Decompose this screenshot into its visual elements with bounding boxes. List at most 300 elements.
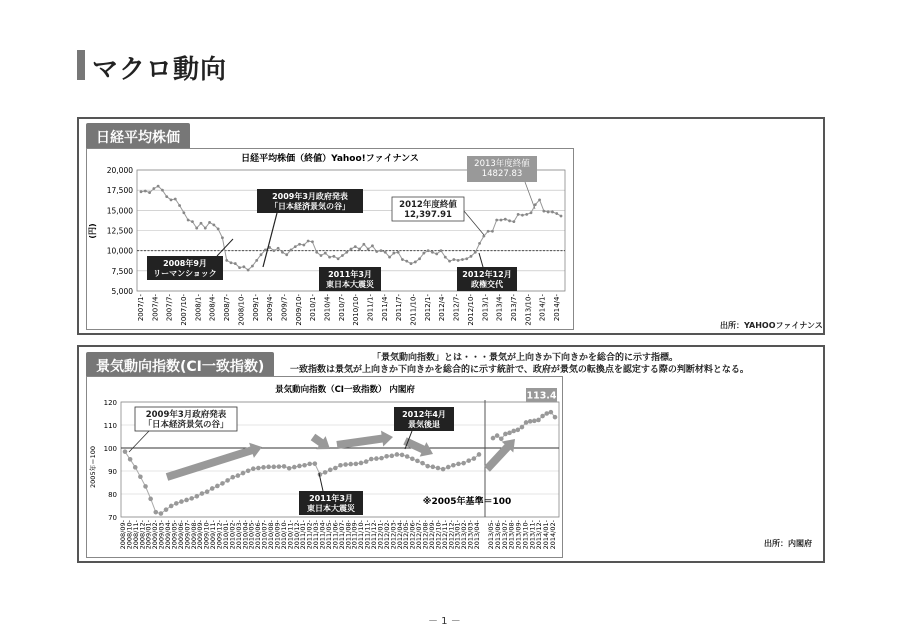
ci-base-note: ※2005年基準＝100: [422, 497, 512, 507]
nikkei-data-point: [388, 256, 391, 259]
ci-data-point: [282, 464, 287, 469]
nikkei-data-point: [392, 252, 395, 255]
ci-x-tick: 2010/09-: [273, 520, 282, 550]
nikkei-x-tick: 2010/4-: [323, 294, 332, 322]
ci-x-tick: 2010/03-: [234, 520, 243, 550]
ci-data-point: [400, 453, 405, 458]
ci-data-point: [251, 466, 256, 471]
nikkei-data-point: [375, 250, 378, 253]
nikkei-data-point: [487, 230, 490, 233]
ci-x-tick: 2012/11-: [440, 520, 449, 550]
nikkei-data-point: [371, 244, 374, 247]
nikkei-x-tick: 2009/4-: [266, 294, 275, 322]
nikkei-data-point: [294, 245, 297, 248]
ci-data-point: [200, 491, 205, 496]
nikkei-data-point: [461, 258, 464, 261]
ci-x-tick: 2009/12-: [215, 520, 224, 550]
nikkei-data-point: [380, 249, 383, 252]
nikkei-data-point: [547, 211, 550, 214]
ci-data-point: [220, 481, 225, 486]
ci-chart: [87, 377, 562, 557]
nikkei-data-point: [200, 222, 203, 225]
ci-y-tick: 80: [108, 491, 117, 499]
nikkei-data-point: [448, 260, 451, 263]
ci-x-tick: 2009/01-: [144, 520, 153, 550]
ci-x-tick: 2010/12-: [292, 520, 301, 550]
ci-x-tick: 2014/01-: [542, 520, 551, 550]
ci-data-point: [323, 470, 328, 475]
ci-x-tick: 2012/08-: [421, 520, 430, 550]
nikkei-data-point: [384, 251, 387, 254]
nikkei-x-tick: 2014/4-: [553, 294, 561, 322]
ci-data-point: [441, 467, 446, 472]
nikkei-data-point: [191, 220, 194, 223]
ci-data-point: [241, 471, 246, 476]
nikkei-data-point: [255, 259, 258, 262]
ci-data-point: [461, 461, 466, 466]
ci-x-tick: 2013/12-: [535, 520, 544, 550]
ci-data-point: [225, 478, 230, 483]
nikkei-data-point: [397, 251, 400, 254]
nikkei-data-point: [345, 251, 348, 254]
ci-data-point: [159, 511, 164, 516]
ci-data-point: [123, 449, 128, 454]
nikkei-data-point: [440, 249, 443, 252]
ci-data-point: [205, 489, 210, 494]
ci-x-tick: 2010/11-: [286, 520, 295, 550]
nikkei-data-point: [534, 203, 537, 206]
ci-data-point: [169, 504, 174, 509]
ci-data-point: [261, 465, 266, 470]
nikkei-data-point: [324, 252, 327, 255]
nikkei-x-tick: 2009/7-: [280, 294, 289, 322]
nikkei-annotation-lehman-line2: リーマンショック: [153, 269, 217, 278]
ci-y-label: 2005年＝100: [89, 446, 97, 488]
nikkei-x-tick: 2011/7-: [395, 294, 404, 322]
ci-x-tick: 2012/04-: [395, 520, 404, 550]
nikkei-x-tick: 2013/4-: [495, 294, 504, 322]
ci-x-tick: 2013/11-: [528, 520, 537, 550]
ci-data-point: [246, 468, 251, 473]
nikkei-y-tick: 15,000: [106, 206, 133, 216]
nikkei-x-tick: 2010/10-: [352, 294, 361, 326]
nikkei-data-point: [422, 252, 425, 255]
ci-data-point: [287, 466, 292, 471]
ci-annotation-govt-line1: 2009年3月政府発表: [145, 410, 227, 420]
ci-data-point: [540, 414, 545, 419]
ci-data-point: [528, 419, 533, 424]
nikkei-data-point: [234, 262, 237, 265]
nikkei-data-point: [508, 219, 511, 222]
ci-x-tick: 2013/05-: [487, 520, 495, 550]
nikkei-x-tick: 2007/1-: [137, 294, 145, 322]
nikkei-x-tick: 2011/4-: [380, 294, 389, 322]
ci-data-point: [184, 498, 189, 503]
nikkei-data-point: [337, 257, 340, 260]
nikkei-x-tick: 2012/10-: [466, 294, 475, 326]
nikkei-data-point: [405, 260, 408, 263]
ci-data-point: [138, 474, 143, 479]
ci-x-tick: 2011/02-: [305, 520, 314, 550]
nikkei-data-point: [495, 219, 498, 222]
nikkei-data-point: [272, 249, 275, 252]
nikkei-annotation-govt-line2: 「日本経済景気の谷」: [270, 202, 350, 211]
nikkei-data-point: [157, 185, 160, 188]
ci-data-point: [148, 497, 153, 502]
ci-y-tick: 110: [103, 422, 117, 430]
nikkei-x-tick: 2011/1-: [366, 294, 375, 322]
ci-description-line2: 一致指数は景気が上向きか下向きかを総合的に示す統計で、政府が景気の転換点を認定する際の判断材料となる。: [290, 365, 749, 375]
ci-data-point: [466, 458, 471, 463]
ci-trend-arrow-up: [336, 431, 393, 449]
nikkei-data-point: [307, 240, 310, 243]
nikkei-data-point: [277, 247, 280, 250]
ci-x-tick: 2014/02-: [549, 520, 557, 550]
ci-data-point: [292, 465, 297, 470]
nikkei-annotation-govt-change-line1: 2012年12月: [462, 270, 512, 279]
ci-x-tick: 2013/01-: [453, 520, 462, 550]
ci-data-point: [446, 465, 451, 470]
nikkei-data-point: [414, 261, 417, 264]
ci-data-point: [338, 463, 343, 468]
title-accent-bar: [77, 50, 85, 80]
nikkei-x-tick: 2009/1-: [251, 294, 260, 322]
ci-data-point: [379, 456, 384, 461]
nikkei-annotation-quake-line1: 2011年3月: [328, 270, 372, 279]
nikkei-data-point: [410, 262, 413, 265]
ci-x-tick: 2008/11-: [131, 520, 140, 550]
nikkei-y-tick: 12,500: [106, 226, 133, 236]
ci-data-point: [436, 466, 441, 471]
ci-x-tick: 2013/04-: [473, 520, 481, 550]
ci-data-point: [491, 436, 496, 441]
ci-data-point: [507, 431, 512, 436]
nikkei-x-tick: 2012/7-: [452, 294, 461, 322]
nikkei-chart-frame: [86, 148, 574, 330]
ci-data-point: [230, 475, 235, 480]
nikkei-data-point: [195, 227, 198, 230]
nikkei-data-point: [504, 218, 507, 221]
ci-x-tick: 2009/11-: [209, 520, 218, 550]
ci-annotation-recession-line1: 2012年4月: [402, 410, 446, 419]
nikkei-x-tick: 2008/1-: [194, 294, 203, 322]
nikkei-data-point: [140, 190, 143, 193]
ci-x-tick: 2013/03-: [466, 520, 475, 550]
ci-x-tick: 2011/03-: [312, 520, 321, 550]
nikkei-data-point: [290, 248, 293, 251]
nikkei-data-point: [247, 269, 250, 272]
ci-x-tick: 2010/04-: [241, 520, 250, 550]
ci-data-point: [544, 411, 549, 416]
nikkei-data-point: [238, 266, 241, 269]
ci-data-point: [395, 452, 400, 457]
nikkei-annotation-govt-line1: 2009年3月政府発表: [272, 192, 348, 201]
ci-data-point: [195, 494, 200, 499]
ci-x-tick: 2012/02-: [382, 520, 391, 550]
nikkei-data-point: [358, 248, 361, 251]
ci-data-point: [384, 454, 389, 459]
ci-latest-value: 113.4: [526, 390, 557, 402]
nikkei-y-tick: 20,000: [106, 166, 133, 175]
ci-x-tick: 2013/06-: [493, 520, 502, 550]
ci-x-tick: 2010/05-: [247, 520, 256, 550]
nikkei-x-tick: 2009/10-: [294, 294, 303, 326]
nikkei-x-tick: 2007/10-: [180, 294, 189, 326]
ci-x-tick: 2008/12-: [138, 520, 147, 550]
nikkei-data-point: [187, 219, 190, 222]
nikkei-annotation-quake-line2: 東日本大震災: [326, 280, 374, 289]
ci-data-point: [277, 464, 282, 469]
ci-x-tick: 2009/08-: [189, 520, 198, 550]
ci-x-tick: 2010/06-: [254, 520, 263, 550]
nikkei-x-tick: 2010/7-: [337, 294, 346, 322]
ci-section-label: 景気動向指数(CI一致指数): [86, 352, 274, 380]
ci-data-point: [520, 425, 525, 430]
nikkei-data-point: [525, 213, 528, 216]
nikkei-data-point: [148, 191, 151, 194]
ci-data-point: [179, 499, 184, 504]
nikkei-data-point: [264, 248, 267, 251]
ci-data-point: [189, 496, 194, 501]
nikkei-data-point: [457, 259, 460, 262]
ci-y-tick: 100: [103, 445, 117, 453]
nikkei-x-tick: 2012/1-: [423, 294, 432, 322]
ci-x-tick: 2012/01-: [376, 520, 385, 550]
nikkei-data-point: [512, 220, 515, 223]
nikkei-x-tick: 2008/10-: [237, 294, 246, 326]
ci-x-tick: 2011/11-: [363, 520, 372, 550]
ci-x-tick: 2012/03-: [389, 520, 398, 550]
nikkei-data-point: [538, 198, 541, 201]
ci-x-tick: 2011/06-: [331, 520, 340, 550]
nikkei-data-point: [362, 243, 365, 246]
ci-x-tick: 2011/04-: [318, 520, 327, 550]
ci-x-tick: 2008/10-: [125, 520, 134, 550]
nikkei-data-point: [350, 248, 353, 251]
nikkei-data-point: [182, 211, 185, 214]
ci-data-point: [495, 433, 500, 438]
ci-x-tick: 2012/12-: [447, 520, 456, 550]
nikkei-x-tick: 2013/1-: [481, 294, 490, 322]
nikkei-data-point: [230, 261, 233, 264]
ci-data-point: [472, 456, 477, 461]
ci-trend-arrow-down: [311, 434, 330, 450]
page-number: － 1 －: [428, 616, 461, 627]
ci-series-line-recent: [493, 412, 555, 439]
nikkei-data-point: [465, 257, 468, 260]
nikkei-annotation-lehman-line1: 2008年9月: [163, 259, 207, 268]
nikkei-data-point: [178, 204, 181, 207]
ci-data-point: [307, 462, 312, 467]
ci-x-tick: 2011/07-: [337, 520, 346, 550]
nikkei-y-tick: 5,000: [111, 287, 133, 296]
ci-data-point: [499, 437, 504, 442]
ci-x-tick: 2011/08-: [344, 520, 353, 550]
nikkei-data-point: [555, 212, 558, 215]
ci-x-tick: 2011/05-: [324, 520, 333, 550]
ci-data-point: [210, 486, 215, 491]
nikkei-data-point: [332, 255, 335, 258]
ci-x-tick: 2012/07-: [415, 520, 424, 550]
page-title: マクロ動向: [92, 55, 228, 85]
nikkei-data-point: [521, 214, 524, 217]
ci-x-tick: 2009/07-: [183, 520, 192, 550]
ci-x-tick: 2008/09-: [119, 520, 127, 550]
nikkei-data-point: [174, 198, 177, 201]
ci-data-point: [164, 507, 169, 512]
ci-data-point: [549, 410, 554, 415]
ci-data-point: [389, 454, 394, 459]
nikkei-data-point: [517, 213, 520, 216]
ci-data-point: [333, 466, 338, 471]
ci-data-point: [174, 501, 179, 506]
nikkei-data-point: [341, 254, 344, 257]
nikkei-data-point: [212, 223, 215, 226]
nikkei-data-point: [530, 211, 533, 214]
ci-x-tick: 2011/10-: [357, 520, 366, 550]
nikkei-data-point: [491, 230, 494, 233]
nikkei-annotation-govt-change-line2: 政権交代: [471, 280, 503, 289]
ci-x-tick: 2013/09-: [514, 520, 523, 550]
nikkei-data-point: [542, 210, 545, 213]
nikkei-data-point: [500, 219, 503, 222]
nikkei-data-point: [474, 251, 477, 254]
nikkei-data-point: [170, 198, 173, 201]
nikkei-x-tick: 2008/4-: [208, 294, 217, 322]
ci-data-point: [410, 457, 415, 462]
ci-data-point: [215, 484, 220, 489]
ci-x-tick: 2010/10-: [279, 520, 288, 550]
nikkei-data-point: [251, 265, 254, 268]
ci-data-point: [425, 464, 430, 469]
ci-data-point: [266, 465, 271, 470]
nikkei-annotation-pointer: [525, 182, 535, 209]
ci-data-point: [503, 432, 508, 437]
nikkei-x-tick: 2007/7-: [165, 294, 174, 322]
nikkei-data-point: [354, 245, 357, 248]
nikkei-data-point: [217, 227, 220, 230]
nikkei-data-point: [144, 190, 147, 193]
ci-data-point: [354, 462, 359, 467]
ci-data-point: [536, 418, 541, 423]
nikkei-y-tick: 17,500: [106, 186, 133, 196]
nikkei-data-point: [478, 242, 481, 245]
nikkei-data-point: [470, 255, 473, 258]
ci-data-point: [451, 463, 456, 468]
ci-data-point: [511, 429, 516, 434]
nikkei-x-tick: 2013/7-: [509, 294, 518, 322]
ci-x-tick: 2010/02-: [228, 520, 237, 550]
nikkei-data-point: [221, 236, 224, 239]
ci-annotation-quake-line2: 東日本大震災: [307, 504, 355, 513]
nikkei-data-point: [328, 256, 331, 259]
ci-x-tick: 2011/09-: [350, 520, 359, 550]
ci-chart-title: 景気動向指数（CI一致指数） 内閣府: [275, 385, 415, 395]
nikkei-data-point: [320, 254, 323, 257]
ci-data-point: [313, 461, 318, 466]
ci-data-point: [553, 415, 558, 420]
nikkei-data-point: [315, 251, 318, 254]
ci-x-tick: 2011/01-: [299, 520, 308, 550]
nikkei-data-point: [431, 251, 434, 254]
nikkei-data-point: [204, 227, 207, 230]
nikkei-x-tick: 2012/4-: [438, 294, 447, 322]
nikkei-data-point: [152, 187, 155, 190]
ci-data-point: [271, 465, 276, 470]
ci-data-point: [348, 462, 353, 467]
nikkei-data-point: [435, 252, 438, 255]
nikkei-x-tick: 2007/4-: [151, 294, 160, 322]
ci-data-point: [420, 461, 425, 466]
nikkei-section-label: 日経平均株価: [86, 123, 190, 151]
nikkei-data-point: [161, 189, 164, 192]
ci-x-tick: 2013/02-: [460, 520, 469, 550]
nikkei-x-tick: 2014/1-: [538, 294, 547, 322]
ci-x-tick: 2011/12-: [370, 520, 379, 550]
ci-data-point: [415, 459, 420, 464]
nikkei-data-point: [285, 253, 288, 256]
ci-x-tick: 2013/07-: [500, 520, 509, 550]
nikkei-annotation-pointer: [464, 211, 484, 235]
ci-x-tick: 2010/08-: [267, 520, 276, 550]
ci-y-tick: 90: [108, 468, 117, 476]
ci-description-line1: 「景気動向指数」とは・・・景気が上向きか下向きかを総合的に示す指標。: [372, 353, 679, 363]
nikkei-x-tick: 2010/1-: [309, 294, 318, 322]
nikkei-data-point: [165, 195, 168, 198]
nikkei-data-point: [401, 258, 404, 261]
ci-x-tick: 2013/10-: [521, 520, 530, 550]
ci-x-tick: 2012/05-: [402, 520, 411, 550]
nikkei-data-point: [225, 259, 228, 262]
ci-x-tick: 2012/06-: [408, 520, 417, 550]
ci-annotation-quake-line1: 2011年3月: [309, 494, 353, 503]
ci-x-tick: 2009/04-: [164, 520, 173, 550]
nikkei-annotation-fy2013-line2: 14827.83: [481, 169, 523, 179]
ci-annotation-govt-line2: 「日本経済景気の谷」: [143, 420, 229, 430]
ci-x-tick: 2009/10-: [202, 520, 211, 550]
ci-annotation-pointer: [129, 431, 149, 452]
nikkei-chart-title: 日経平均株価（終値）Yahoo!ファイナンス: [241, 154, 419, 164]
ci-x-tick: 2013/08-: [507, 520, 516, 550]
nikkei-data-point: [311, 240, 314, 243]
ci-data-point: [256, 466, 261, 471]
ci-data-point: [153, 510, 158, 515]
nikkei-data-point: [260, 253, 263, 256]
ci-x-tick: 2012/09-: [427, 520, 436, 550]
nikkei-data-point: [367, 248, 370, 251]
ci-trend-arrow-down: [403, 437, 433, 456]
ci-data-point: [128, 457, 133, 462]
ci-data-point: [516, 428, 521, 433]
ci-annotation-recession-line2: 景気後退: [408, 420, 440, 429]
nikkei-data-point: [418, 257, 421, 260]
ci-data-point: [343, 462, 348, 467]
nikkei-annotation-fy2012-line2: 12,397.91: [404, 210, 452, 220]
nikkei-x-tick: 2008/7-: [223, 294, 232, 322]
ci-data-point: [143, 484, 148, 489]
ci-data-point: [364, 459, 369, 464]
nikkei-annotation-pointer: [479, 253, 483, 267]
ci-data-point: [477, 452, 482, 457]
ci-x-tick: 2012/10-: [434, 520, 443, 550]
ci-x-tick: 2009/05-: [170, 520, 179, 550]
nikkei-data-point: [281, 251, 284, 254]
ci-data-point: [369, 457, 374, 462]
ci-data-point: [236, 473, 241, 478]
ci-x-tick: 2010/07-: [260, 520, 269, 550]
nikkei-data-point: [242, 265, 245, 268]
nikkei-data-point: [452, 258, 455, 261]
